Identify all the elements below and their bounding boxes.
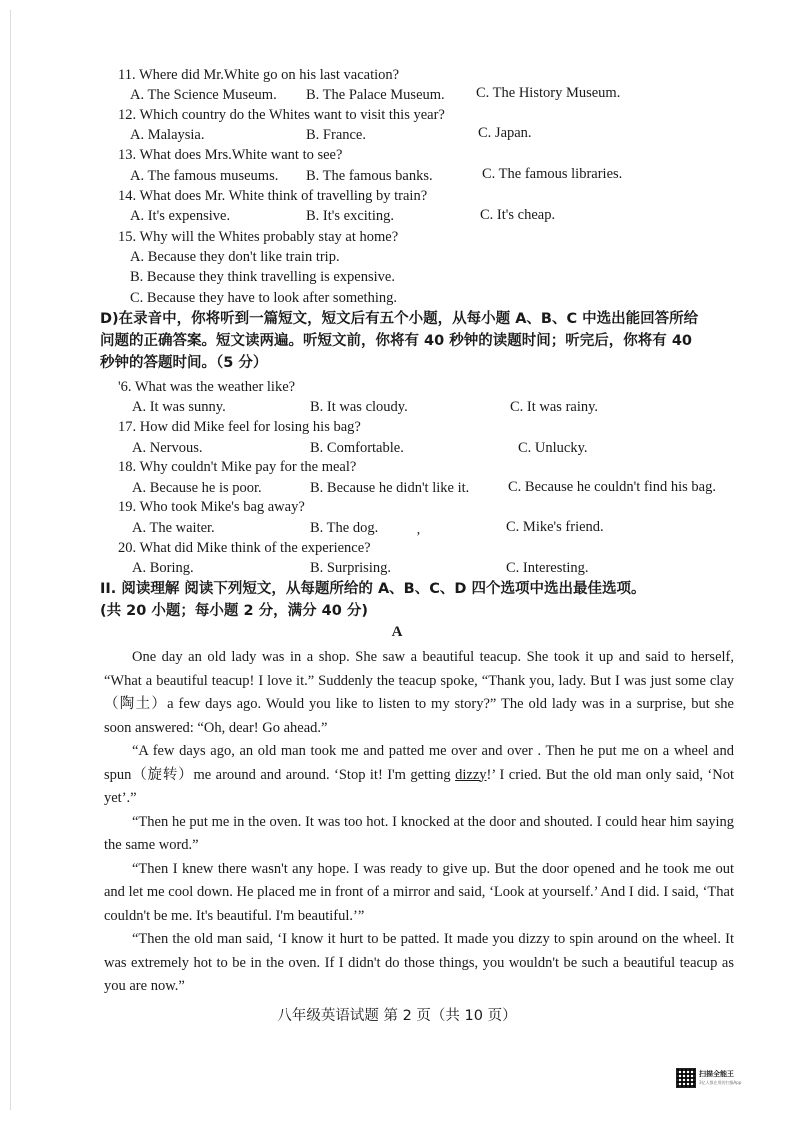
q11-option-c: C. The History Museum. [476, 85, 621, 101]
q20-option-c: C. Interesting. [506, 560, 589, 576]
section-d-instruction-line-1: D)在录音中，你将听到一篇短文，短文后有五个小题，从每小题 A、B、C 中选出能回答所给 [100, 311, 699, 327]
p2-text-after: !’ I cried. But the old man only said, ‘Not yet’.” [104, 766, 734, 806]
q11-option-b: B. The Palace Museum. [306, 87, 445, 103]
passage-a [104, 646, 734, 999]
scanner-watermark [676, 1068, 756, 1090]
q14-option-b: B. It's exciting. [306, 208, 394, 224]
question-15: 15. Why will the Whites probably stay at home? [118, 229, 399, 245]
question-18: 18. Why couldn't Mike pay for the meal? [118, 459, 357, 475]
q17-option-c: C. Unlucky. [518, 440, 588, 456]
q11-option-a: A. The Science Museum. [130, 87, 277, 103]
question-12: 12. Which country do the Whites want to visit this year? [118, 107, 445, 123]
q15-option-a: A. Because they don't like train trip. [130, 249, 340, 265]
reading-instruction-line-2: (共 20 小题；每小题 2 分，满分 40 分) [100, 603, 368, 619]
page-footer: 八年级英语试题 第 2 页（共 10 页） [277, 1008, 517, 1024]
q18-option-a: A. Because he is poor. [132, 480, 262, 496]
underlined-word-dizzy: dizzy [455, 766, 487, 783]
question-20: 20. What did Mike think of the experience? [118, 540, 371, 556]
passage-paragraph-4: “Then I knew there wasn't any hope. I was ready to give up. But the door opened and he took me out and let me cool down. He placed me in front of a mirror and said, ‘Look at yourself.’ And I did. I said, ‘That couldn't be me. It's beautiful. I'm beautiful.’” [104, 860, 734, 924]
passage-paragraph-5: “Then the old man said, ‘I know it hurt to be patted. It made you dizzy to spin around on the wheel. It was extremely hot to be in the oven. If I didn't do those things, you wouldn't be such a beautiful teacup as you are now.” [104, 931, 734, 994]
stray-mark: ’ [416, 530, 421, 545]
scan-edge-line [10, 10, 11, 1110]
q13-option-c: C. The famous libraries. [482, 166, 623, 182]
q16-option-a: A. It was sunny. [132, 399, 226, 415]
p2-text-before: “A few days ago, an old man took me and patted me over and over . Then he put me on a wheel and spun（旋转）me around and around. ‘Stop it! I'm getting [104, 743, 734, 783]
passage-paragraph-1: One day an old lady was in a shop. She saw a beautiful teacup. She took it up and said to herself, “What a beautiful teacup! I love it.” Suddenly the teacup spoke, “Thank you, lady. But I was just some clay（陶土）a few days ago. Would you like to listen to my story?” The old lady was in a surprise, but she soon answered: “Oh, dear! Go ahead.” [104, 649, 734, 736]
q16-option-b: B. It was cloudy. [310, 399, 408, 415]
q19-option-c: C. Mike's friend. [506, 519, 604, 535]
q15-option-c: C. Because they have to look after something. [130, 290, 397, 306]
q17-option-b: B. Comfortable. [310, 440, 404, 456]
q20-option-a: A. Boring. [132, 560, 194, 576]
section-d-instruction-line-2: 问题的正确答案。短文读两遍。听短文前，你将有 40 秒钟的读题时间；听完后，你将有 40 [100, 333, 692, 349]
q14-option-c: C. It's cheap. [480, 207, 556, 223]
q17-option-a: A. Nervous. [132, 440, 203, 456]
q19-option-a: A. The waiter. [132, 520, 215, 536]
question-17: 17. How did Mike feel for losing his bag? [118, 419, 361, 435]
q18-option-b: B. Because he didn't like it. [310, 480, 470, 496]
scanner-badge: 扫描全能王 [699, 1070, 734, 1078]
q12-option-a: A. Malaysia. [130, 127, 205, 143]
reading-instruction-line-1: II. 阅读理解 阅读下列短文，从每题所给的 A、B、C、D 四个选项中选出最佳选项。 [100, 581, 646, 597]
question-14: 14. What does Mr. White think of travelling by train? [118, 188, 428, 204]
q20-option-b: B. Surprising. [310, 560, 391, 576]
q14-option-a: A. It's expensive. [130, 208, 231, 224]
question-16: '6. What was the weather like? [118, 379, 296, 395]
qr-code-icon [676, 1068, 696, 1088]
passage-paragraph-2 [104, 740, 734, 811]
q13-option-a: A. The famous museums. [130, 168, 279, 184]
question-11: 11. Where did Mr.White go on his last vacation? [118, 67, 400, 83]
q12-option-b: B. France. [306, 127, 366, 143]
q15-option-b: B. Because they think travelling is expensive. [130, 269, 395, 285]
passage-label: A [391, 624, 403, 640]
q12-option-c: C. Japan. [478, 125, 532, 141]
q13-option-b: B. The famous banks. [306, 168, 433, 184]
section-d-instruction-line-3: 秒钟的答题时间。（5 分） [100, 355, 268, 371]
question-13: 13. What does Mrs.White want to see? [118, 147, 343, 163]
scanner-subtext: 3亿人都在用的扫描App [699, 1080, 742, 1085]
q19-option-b: B. The dog. [310, 520, 379, 536]
q18-option-c: C. Because he couldn't find his bag. [508, 479, 716, 495]
q16-option-c: C. It was rainy. [510, 399, 599, 415]
passage-paragraph-3: “Then he put me in the oven. It was too hot. I knocked at the door and shouted. I could hear him saying the same word.” [104, 813, 734, 853]
question-19: 19. Who took Mike's bag away? [118, 499, 305, 515]
